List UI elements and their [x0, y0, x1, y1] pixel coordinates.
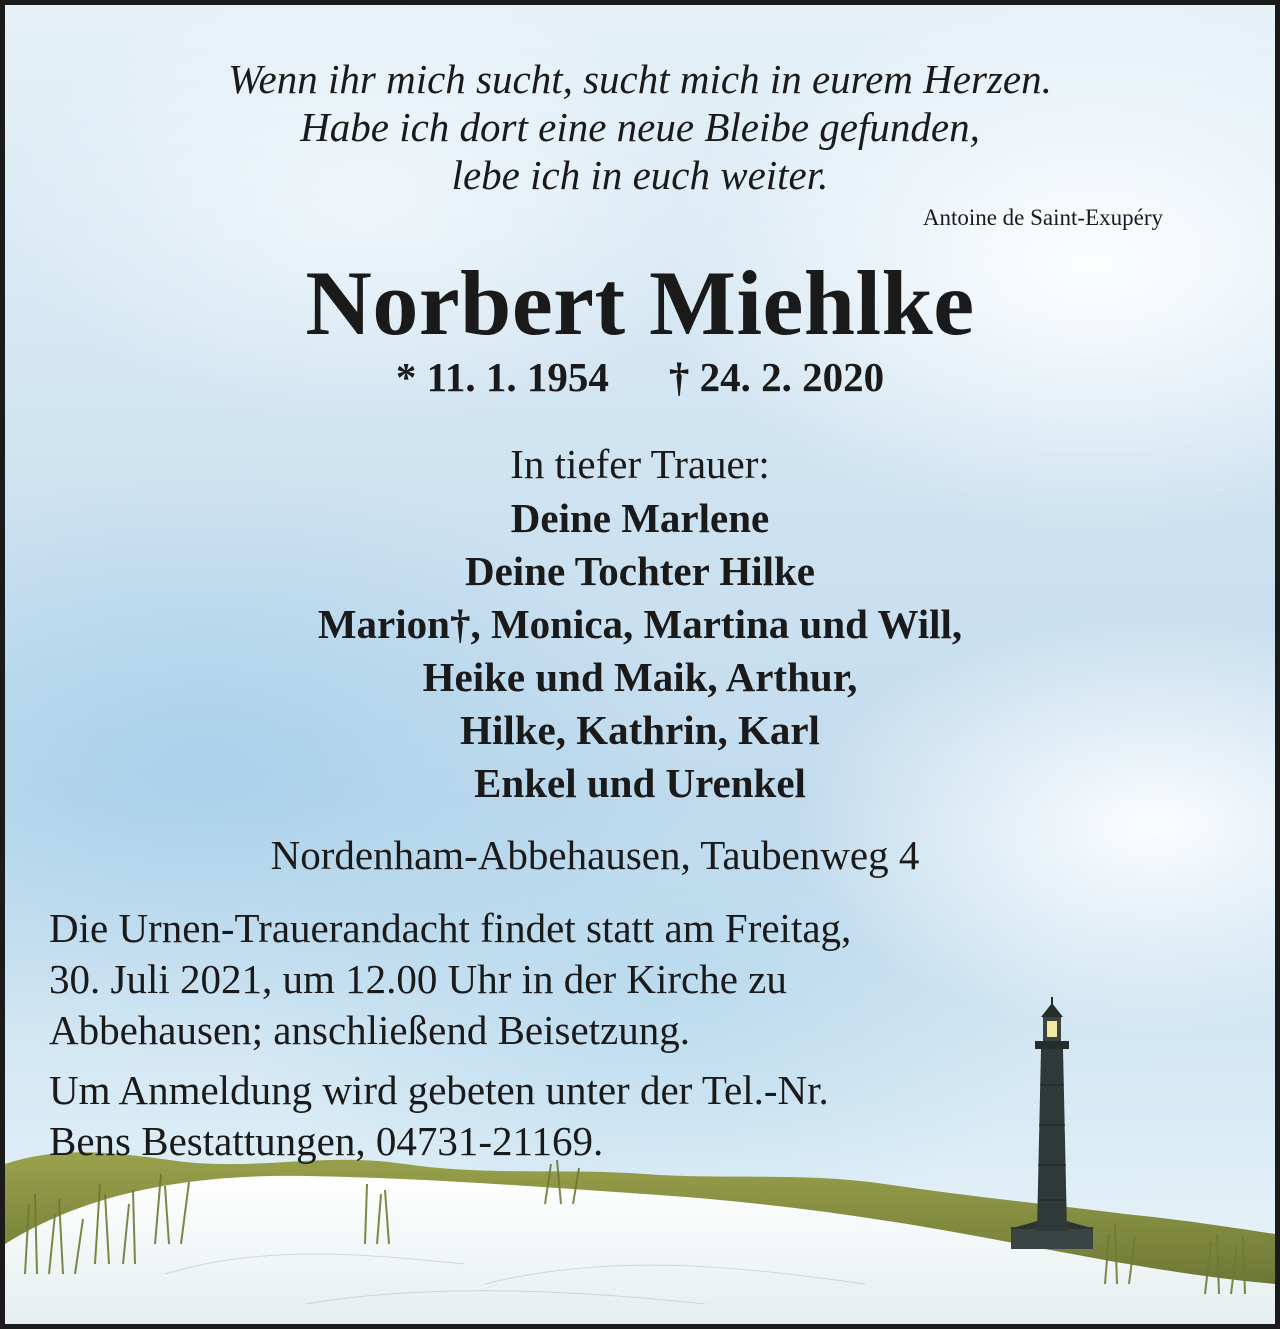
deceased-name: Norbert Miehlke	[305, 252, 975, 354]
mourner-line: Deine Tochter Hilke	[464, 548, 816, 594]
mourner-line: Deine Marlene	[510, 495, 770, 541]
quote-author: Antoine de Saint-Exupéry	[922, 205, 1163, 230]
registration-info	[49, 1065, 1049, 1167]
mourner-line: Hilke, Kathrin, Karl	[460, 707, 820, 753]
ceremony-line: 30. Juli 2021, um 12.00 Uhr in der Kirche zu	[49, 956, 787, 1002]
mourning-intro: In tiefer Trauer:	[510, 441, 770, 487]
registration-line: Bens Bestattungen, 04731-21169.	[49, 1118, 604, 1164]
ceremony-line: Die Urnen-Trauerandacht findet statt am Freitag,	[49, 905, 852, 951]
ceremony-line: Abbehausen; anschließend Beisetzung.	[49, 1007, 691, 1053]
quote-line: lebe ich in euch weiter.	[451, 152, 829, 198]
mourners-list	[5, 492, 1275, 810]
mourner-line: Marion†, Monica, Martina und Will,	[317, 601, 963, 647]
birth-date: * 11. 1. 1954	[395, 354, 609, 400]
quote	[5, 55, 1275, 199]
life-dates	[5, 353, 1275, 401]
registration-line: Um Anmeldung wird gebeten unter der Tel.-Nr.	[49, 1067, 829, 1113]
ceremony-info	[49, 903, 1049, 1056]
address: Nordenham-Abbehausen, Taubenweg 4	[270, 832, 920, 878]
mourner-line: Enkel und Urenkel	[474, 760, 806, 806]
death-date: † 24. 2. 2020	[668, 354, 885, 400]
mourner-line: Heike und Maik, Arthur,	[422, 654, 858, 700]
quote-line: Habe ich dort eine neue Bleibe gefunden,	[300, 104, 980, 150]
quote-line: Wenn ihr mich sucht, sucht mich in eurem Herzen.	[228, 56, 1052, 102]
